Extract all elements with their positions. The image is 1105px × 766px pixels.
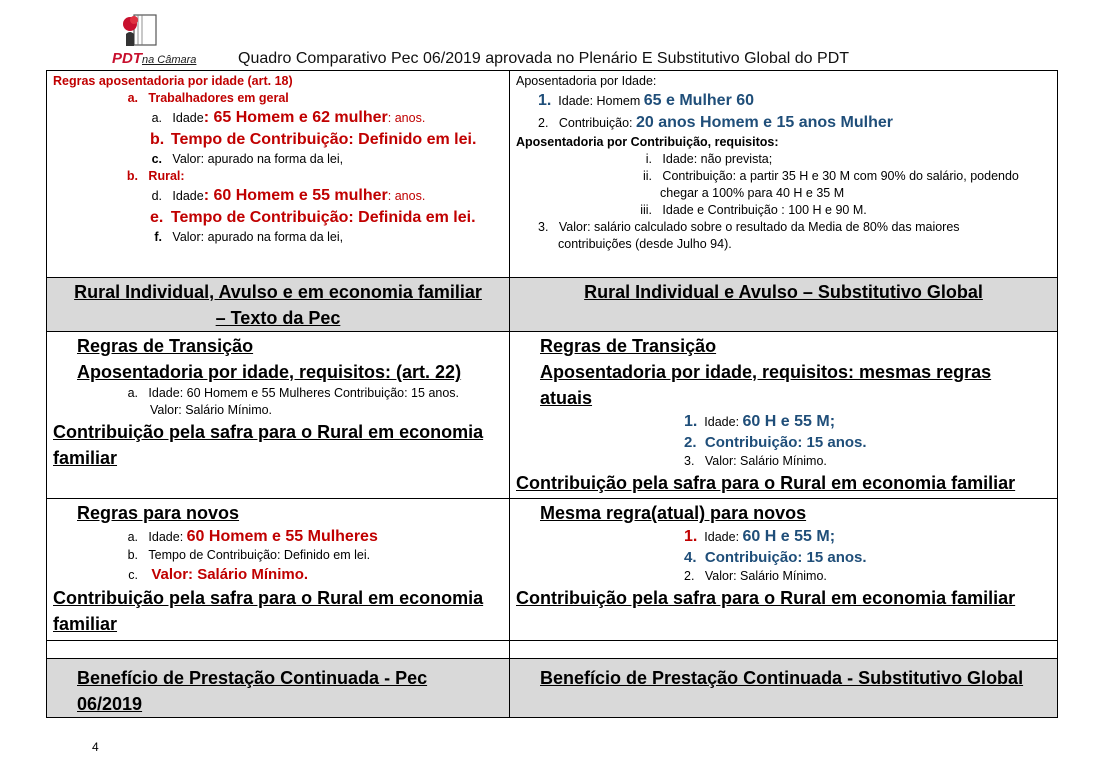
list-item (516, 151, 1057, 168)
section-heading: Rural Individual, Avulso e em economia familiar (74, 282, 482, 302)
section-heading: Benefício de Prestação Continuada - Pec (77, 668, 428, 688)
harvest-contribution-heading-continuation: familiar (53, 614, 118, 634)
list-text: Tempo de Contribuição: Definida em lei. (170, 209, 476, 226)
section-heading-continuation: – Texto da Pec (215, 308, 341, 328)
empty-cell (47, 641, 510, 659)
list-text: Idade e Contribuição : 100 H e 90 M. (662, 203, 867, 217)
substitutivo-rural-header-cell (510, 278, 1058, 332)
section-heading: Benefício de Prestação Continuada - Substitutivo Global (540, 668, 1024, 688)
list-item (516, 202, 1057, 219)
list-marker: 1. (538, 92, 552, 109)
new-rules-heading: Regras para novos (77, 503, 240, 523)
pec-retirement-cell (47, 71, 510, 278)
retirement-age-heading: Aposentadoria por idade, requisitos: (art. 22) (77, 362, 462, 382)
list-item (53, 385, 509, 402)
list-item (516, 526, 1057, 547)
list-text-continuation: chegar a 100% para 40 H e 35 M (660, 186, 845, 200)
list-marker: 2. (684, 569, 695, 583)
list-item (53, 526, 509, 547)
row-new-rules (47, 499, 1058, 641)
page-number: 4 (92, 740, 99, 754)
list-item (53, 229, 509, 246)
list-item (53, 564, 509, 585)
list-item (516, 453, 1057, 470)
harvest-contribution-heading: Contribuição pela safra para o Rural em economia familiar (516, 588, 1016, 608)
age-label: Idade (172, 189, 204, 203)
row-rural-header (47, 278, 1058, 332)
list-item (53, 185, 509, 207)
row-retirement-rules (47, 71, 1058, 278)
list-marker: a. (127, 91, 138, 105)
section-heading-continuation: 06/2019 (77, 694, 143, 714)
list-marker: i. (645, 152, 652, 166)
list-marker: 2. (684, 434, 697, 451)
list-text: Contribuição: 15 anos. (704, 549, 867, 566)
list-item (53, 129, 509, 151)
list-item (53, 547, 509, 564)
rose-fist-icon (120, 12, 160, 52)
retirement-rules-title: Regras aposentadoria por idade (art. 18) (53, 74, 293, 88)
list-text: Valor: salário calculado sobre o resultado da Media de 80% das maiores (558, 220, 960, 234)
list-text: Valor: Salário Mínimo. (704, 569, 827, 583)
empty-cell (510, 641, 1058, 659)
list-item (516, 568, 1057, 585)
list-text: Valor: Salário Mínimo. (151, 566, 309, 583)
list-marker: b. (127, 548, 138, 562)
age-suffix: : anos. (387, 111, 426, 125)
age-value: 65 e Mulher 60 (643, 92, 755, 109)
list-marker: a. (127, 386, 138, 400)
list-marker: ii. (642, 169, 652, 183)
logo-sub: na Câmara (142, 54, 197, 66)
list-marker: f. (154, 230, 162, 244)
logo-main: PDT (112, 50, 142, 67)
list-text: Valor: apurado na forma da lei, (172, 152, 344, 166)
list-item (516, 432, 1057, 453)
list-item (53, 207, 509, 229)
row-transition-rules (47, 332, 1058, 499)
age-suffix: : anos. (387, 189, 426, 203)
pec-new-rules-cell (47, 499, 510, 641)
age-value: 60 H e 55 M; (742, 413, 836, 430)
logo-text (112, 50, 196, 67)
retirement-age-title: Aposentadoria por Idade: (516, 74, 657, 88)
list-text: Contribuição: a partir 35 H e 30 M com 90% do salário, podendo (662, 169, 1019, 183)
list-label: Contribuição: (558, 116, 636, 130)
comparison-table (46, 70, 1058, 718)
pdt-logo (112, 10, 208, 68)
retirement-age-heading: Aposentadoria por idade, requisitos: mesmas regras (540, 362, 992, 382)
list-marker: a. (151, 111, 162, 125)
row-bpc-header (47, 659, 1058, 718)
substitutivo-bpc-header-cell (510, 659, 1058, 718)
harvest-contribution-heading: Contribuição pela safra para o Rural em economia familiar (516, 473, 1016, 493)
list-item (53, 151, 509, 168)
list-text: Valor: Salário Mínimo. (704, 454, 827, 468)
list-item (516, 547, 1057, 568)
list-marker: a. (127, 530, 138, 544)
list-label: Idade: (704, 530, 743, 544)
age-value: 60 Homem e 55 Mulheres (186, 528, 378, 545)
age-value: : 60 Homem e 55 mulher (203, 187, 388, 204)
substitutivo-transition-cell (510, 332, 1058, 499)
list-item (516, 90, 1057, 112)
list-marker: 4. (684, 549, 697, 566)
list-item (53, 168, 509, 185)
list-label: Rural: (148, 169, 185, 183)
harvest-contribution-heading: Contribuição pela safra para o Rural em economia (53, 588, 484, 608)
transition-heading: Regras de Transição (540, 336, 717, 356)
list-marker: d. (151, 189, 162, 203)
list-marker: c. (151, 152, 162, 166)
harvest-contribution-heading: Contribuição pela safra para o Rural em economia (53, 422, 484, 442)
list-item (53, 90, 509, 107)
list-item (516, 168, 1057, 185)
list-marker: b. (126, 169, 138, 183)
list-item (53, 107, 509, 129)
list-text-continuation: contribuições (desde Julho 94). (558, 237, 732, 251)
substitutivo-retirement-cell (510, 71, 1058, 278)
list-marker: 1. (684, 528, 698, 545)
list-marker: 3. (538, 220, 549, 234)
list-label: Idade: (704, 415, 743, 429)
list-item (516, 411, 1057, 432)
new-rules-heading: Mesma regra(atual) para novos (540, 503, 807, 523)
list-label: Idade: (148, 530, 187, 544)
document-title: Quadro Comparativo Pec 06/2019 aprovada no Plenário E Substitutivo Global do PDT (238, 50, 850, 67)
list-marker: c. (128, 568, 138, 582)
list-marker: e. (150, 209, 164, 226)
list-label: Trabalhadores em geral (148, 91, 289, 105)
retirement-age-heading-continuation: atuais (540, 388, 593, 408)
contribution-retirement-title: Aposentadoria por Contribuição, requisitos: (516, 135, 779, 149)
row-spacer (47, 641, 1058, 659)
list-marker: b. (150, 131, 165, 148)
age-value: 60 H e 55 M; (742, 528, 836, 545)
section-heading: Rural Individual e Avulso – Substitutivo Global (584, 282, 983, 302)
substitutivo-new-rules-cell (510, 499, 1058, 641)
contribution-value: 20 anos Homem e 15 anos Mulher (635, 114, 893, 131)
list-text-continuation: Valor: Salário Mínimo. (150, 403, 273, 417)
list-item (516, 112, 1057, 134)
list-text: Contribuição: 15 anos. (704, 434, 867, 451)
harvest-contribution-heading-continuation: familiar (53, 448, 118, 468)
age-value: : 65 Homem e 62 mulher (203, 109, 388, 126)
list-marker: iii. (640, 203, 652, 217)
age-label: Idade (172, 111, 204, 125)
transition-heading: Regras de Transição (77, 336, 254, 356)
list-text: Tempo de Contribuição: Definido em lei. (148, 548, 371, 562)
list-text: Idade: não prevista; (662, 152, 773, 166)
list-marker: 3. (684, 454, 695, 468)
list-label: Idade: Homem (558, 94, 644, 108)
list-text: Valor: apurado na forma da lei, (172, 230, 344, 244)
list-text: Idade: 60 Homem e 55 Mulheres Contribuição: 15 anos. (148, 386, 460, 400)
pec-rural-header-cell (47, 278, 510, 332)
list-text: Tempo de Contribuição: Definido em lei. (170, 131, 477, 148)
pec-transition-cell (47, 332, 510, 499)
list-marker: 2. (538, 116, 549, 130)
list-marker: 1. (684, 413, 698, 430)
list-item (516, 219, 1057, 236)
pec-bpc-header-cell (47, 659, 510, 718)
